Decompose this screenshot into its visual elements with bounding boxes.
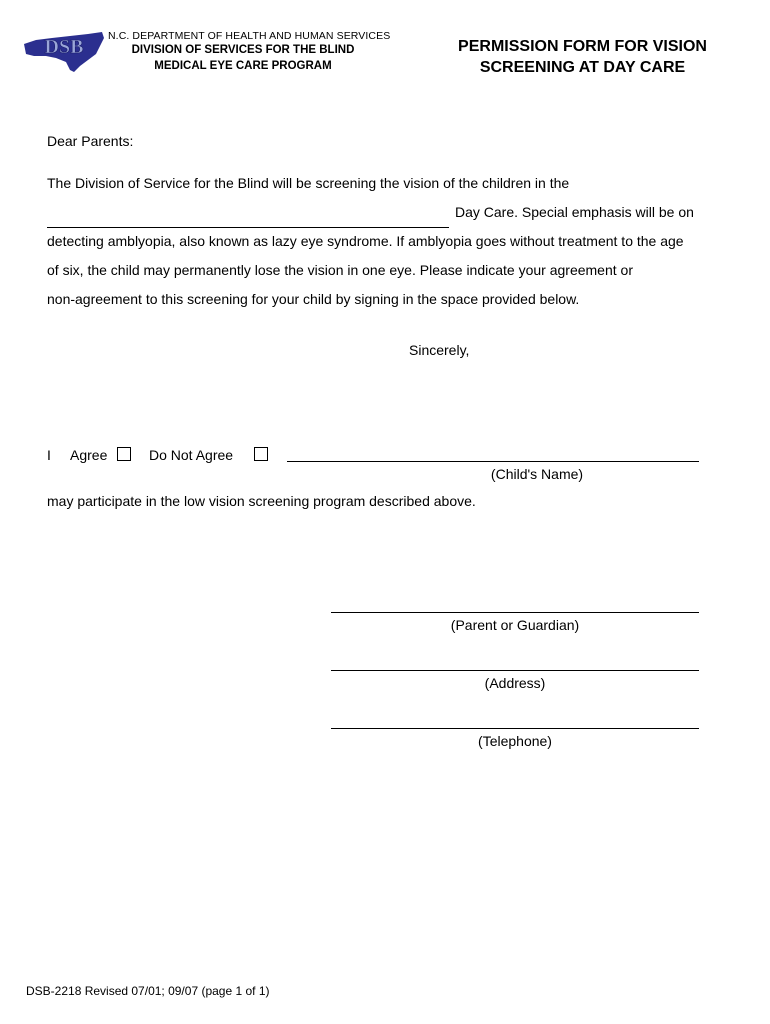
program-name: MEDICAL EYE CARE PROGRAM [154,60,332,72]
division-name: DIVISION OF SERVICES FOR THE BLIND [131,44,355,56]
parent-caption: (Parent or Guardian) [450,617,580,633]
dsb-logo [22,26,106,76]
not-agree-checkbox[interactable] [254,447,268,461]
letter-line-3: detecting amblyopia, also known as lazy eye syndrome. If amblyopia goes without treatment to the age [47,233,684,249]
telephone-caption: (Telephone) [478,733,552,749]
letter-line-4: of six, the child may permanently lose the vision in one eye. Please indicate your agreement or [47,262,633,278]
child-name-caption: (Child's Name) [490,466,584,482]
participation-statement: may participate in the low vision screening program described above. [47,493,476,509]
telephone-field[interactable] [331,728,699,729]
closing: Sincerely, [409,342,470,358]
agree-checkbox[interactable] [117,447,131,461]
address-field[interactable] [331,670,699,671]
letter-line-1: The Division of Service for the Blind will be screening the vision of the children in the [47,175,570,191]
address-caption: (Address) [484,675,546,691]
letter-line-2: Day Care. Special emphasis will be on [455,204,694,220]
north-carolina-map-icon [22,26,106,76]
logo-text: DSB [44,36,84,58]
form-title-line-2: SCREENING AT DAY CARE [479,59,686,76]
form-id-footer: DSB-2218 Revised 07/01; 09/07 (page 1 of 1) [26,984,270,998]
not-agree-label: Do Not Agree [149,447,234,463]
form-title-line-1: PERMISSION FORM FOR VISION [458,38,707,55]
consent-prefix: I [47,447,51,463]
parent-signature-field[interactable] [331,612,699,613]
form-title [410,36,755,78]
department-name: N.C. DEPARTMENT OF HEALTH AND HUMAN SERVICES [108,30,391,42]
agree-label: Agree [70,447,108,463]
day-care-name-field[interactable] [47,227,449,228]
salutation: Dear Parents: [47,133,134,149]
child-name-field[interactable] [287,461,699,462]
letter-line-5: non-agreement to this screening for your child by signing in the space provided below. [47,291,580,307]
